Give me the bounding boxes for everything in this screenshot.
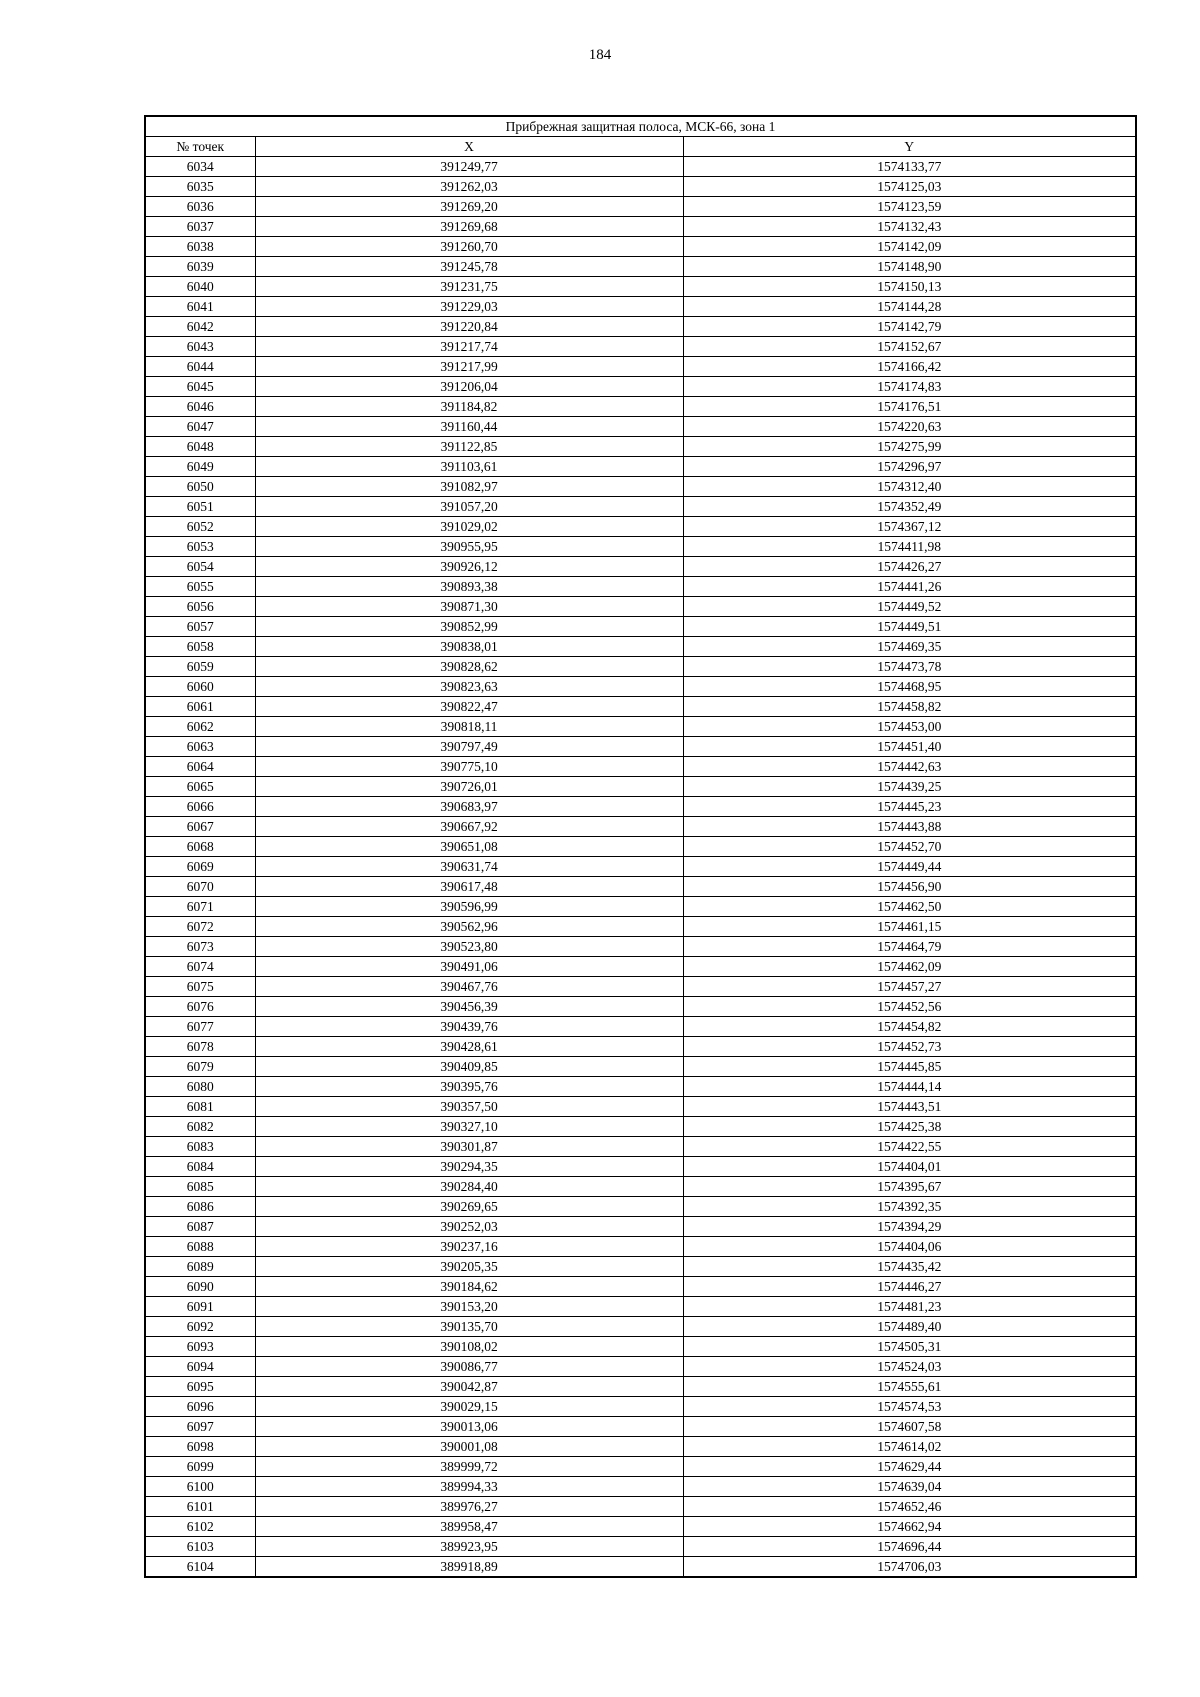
table-row — [145, 237, 1136, 257]
point-number-cell: 6059 — [145, 657, 255, 677]
header-y: Y — [683, 137, 1136, 157]
table-row — [145, 1237, 1136, 1257]
point-number-cell: 6076 — [145, 997, 255, 1017]
table-row — [145, 1317, 1136, 1337]
y-cell: 1574220,63 — [683, 417, 1136, 437]
x-cell: 391057,20 — [255, 497, 683, 517]
y-cell: 1574439,25 — [683, 777, 1136, 797]
x-cell: 390596,99 — [255, 897, 683, 917]
y-cell: 1574706,03 — [683, 1557, 1136, 1578]
table-row — [145, 197, 1136, 217]
x-cell: 390823,63 — [255, 677, 683, 697]
x-cell: 390042,87 — [255, 1377, 683, 1397]
x-cell: 390523,80 — [255, 937, 683, 957]
table-body — [145, 157, 1136, 1578]
x-cell: 391260,70 — [255, 237, 683, 257]
table-row — [145, 777, 1136, 797]
y-cell: 1574458,82 — [683, 697, 1136, 717]
y-cell: 1574462,50 — [683, 897, 1136, 917]
point-number-cell: 6056 — [145, 597, 255, 617]
table-row — [145, 657, 1136, 677]
table-row — [145, 997, 1136, 1017]
table-row — [145, 557, 1136, 577]
y-cell: 1574296,97 — [683, 457, 1136, 477]
x-cell: 391262,03 — [255, 177, 683, 197]
y-cell: 1574446,27 — [683, 1277, 1136, 1297]
y-cell: 1574142,79 — [683, 317, 1136, 337]
point-number-cell: 6047 — [145, 417, 255, 437]
table-title-row — [145, 116, 1136, 137]
y-cell: 1574444,14 — [683, 1077, 1136, 1097]
x-cell: 390631,74 — [255, 857, 683, 877]
point-number-cell: 6085 — [145, 1177, 255, 1197]
x-cell: 391231,75 — [255, 277, 683, 297]
y-cell: 1574614,02 — [683, 1437, 1136, 1457]
y-cell: 1574435,42 — [683, 1257, 1136, 1277]
point-number-cell: 6046 — [145, 397, 255, 417]
table-row — [145, 1017, 1136, 1037]
table-row — [145, 1117, 1136, 1137]
table-row — [145, 1437, 1136, 1457]
point-number-cell: 6044 — [145, 357, 255, 377]
table-row — [145, 1137, 1136, 1157]
y-cell: 1574629,44 — [683, 1457, 1136, 1477]
point-number-cell: 6070 — [145, 877, 255, 897]
table-row — [145, 1357, 1136, 1377]
y-cell: 1574174,83 — [683, 377, 1136, 397]
table-row — [145, 257, 1136, 277]
table-row — [145, 297, 1136, 317]
point-number-cell: 6043 — [145, 337, 255, 357]
table-row — [145, 1537, 1136, 1557]
point-number-cell: 6061 — [145, 697, 255, 717]
y-cell: 1574452,56 — [683, 997, 1136, 1017]
table-row — [145, 977, 1136, 997]
y-cell: 1574392,35 — [683, 1197, 1136, 1217]
point-number-cell: 6068 — [145, 837, 255, 857]
y-cell: 1574456,90 — [683, 877, 1136, 897]
point-number-cell: 6066 — [145, 797, 255, 817]
point-number-cell: 6035 — [145, 177, 255, 197]
point-number-cell: 6073 — [145, 937, 255, 957]
y-cell: 1574452,73 — [683, 1037, 1136, 1057]
point-number-cell: 6042 — [145, 317, 255, 337]
point-number-cell: 6036 — [145, 197, 255, 217]
point-number-cell: 6071 — [145, 897, 255, 917]
table-row — [145, 837, 1136, 857]
x-cell: 390013,06 — [255, 1417, 683, 1437]
y-cell: 1574150,13 — [683, 277, 1136, 297]
x-cell: 390852,99 — [255, 617, 683, 637]
table-row — [145, 717, 1136, 737]
y-cell: 1574148,90 — [683, 257, 1136, 277]
x-cell: 391103,61 — [255, 457, 683, 477]
x-cell: 390001,08 — [255, 1437, 683, 1457]
x-cell: 389976,27 — [255, 1497, 683, 1517]
table-row — [145, 177, 1136, 197]
table-row — [145, 1497, 1136, 1517]
y-cell: 1574462,09 — [683, 957, 1136, 977]
table-row — [145, 897, 1136, 917]
table-row — [145, 817, 1136, 837]
point-number-cell: 6065 — [145, 777, 255, 797]
table-row — [145, 1417, 1136, 1437]
point-number-cell: 6102 — [145, 1517, 255, 1537]
y-cell: 1574555,61 — [683, 1377, 1136, 1397]
table-row — [145, 697, 1136, 717]
table-row — [145, 1197, 1136, 1217]
x-cell: 390491,06 — [255, 957, 683, 977]
table-row — [145, 1077, 1136, 1097]
table-row — [145, 1037, 1136, 1057]
y-cell: 1574464,79 — [683, 937, 1136, 957]
table-row — [145, 1277, 1136, 1297]
y-cell: 1574166,42 — [683, 357, 1136, 377]
point-number-cell: 6060 — [145, 677, 255, 697]
point-number-cell: 6080 — [145, 1077, 255, 1097]
y-cell: 1574395,67 — [683, 1177, 1136, 1197]
table-row — [145, 357, 1136, 377]
x-cell: 391217,74 — [255, 337, 683, 357]
x-cell: 390871,30 — [255, 597, 683, 617]
point-number-cell: 6094 — [145, 1357, 255, 1377]
y-cell: 1574451,40 — [683, 737, 1136, 757]
table-row — [145, 317, 1136, 337]
y-cell: 1574524,03 — [683, 1357, 1136, 1377]
x-cell: 390822,47 — [255, 697, 683, 717]
point-number-cell: 6054 — [145, 557, 255, 577]
table-row — [145, 917, 1136, 937]
y-cell: 1574696,44 — [683, 1537, 1136, 1557]
table-row — [145, 517, 1136, 537]
point-number-cell: 6091 — [145, 1297, 255, 1317]
x-cell: 391220,84 — [255, 317, 683, 337]
point-number-cell: 6072 — [145, 917, 255, 937]
x-cell: 390029,15 — [255, 1397, 683, 1417]
x-cell: 390926,12 — [255, 557, 683, 577]
table-row — [145, 1257, 1136, 1277]
point-number-cell: 6081 — [145, 1097, 255, 1117]
point-number-cell: 6069 — [145, 857, 255, 877]
header-point-number: № точек — [145, 137, 255, 157]
x-cell: 390562,96 — [255, 917, 683, 937]
table-row — [145, 437, 1136, 457]
point-number-cell: 6039 — [145, 257, 255, 277]
table-row — [145, 497, 1136, 517]
point-number-cell: 6086 — [145, 1197, 255, 1217]
page-number: 184 — [588, 47, 612, 63]
table-row — [145, 957, 1136, 977]
x-cell: 389999,72 — [255, 1457, 683, 1477]
y-cell: 1574132,43 — [683, 217, 1136, 237]
x-cell: 391229,03 — [255, 297, 683, 317]
y-cell: 1574426,27 — [683, 557, 1136, 577]
x-cell: 390409,85 — [255, 1057, 683, 1077]
point-number-cell: 6057 — [145, 617, 255, 637]
y-cell: 1574473,78 — [683, 657, 1136, 677]
x-cell: 390301,87 — [255, 1137, 683, 1157]
point-number-cell: 6078 — [145, 1037, 255, 1057]
y-cell: 1574152,67 — [683, 337, 1136, 357]
y-cell: 1574352,49 — [683, 497, 1136, 517]
y-cell: 1574394,29 — [683, 1217, 1136, 1237]
point-number-cell: 6038 — [145, 237, 255, 257]
x-cell: 390838,01 — [255, 637, 683, 657]
table-row — [145, 1057, 1136, 1077]
x-cell: 390269,65 — [255, 1197, 683, 1217]
y-cell: 1574422,55 — [683, 1137, 1136, 1157]
y-cell: 1574445,85 — [683, 1057, 1136, 1077]
point-number-cell: 6100 — [145, 1477, 255, 1497]
point-number-cell: 6093 — [145, 1337, 255, 1357]
point-number-cell: 6037 — [145, 217, 255, 237]
table-row — [145, 337, 1136, 357]
y-cell: 1574662,94 — [683, 1517, 1136, 1537]
point-number-cell: 6049 — [145, 457, 255, 477]
x-cell: 391082,97 — [255, 477, 683, 497]
x-cell: 391029,02 — [255, 517, 683, 537]
x-cell: 390456,39 — [255, 997, 683, 1017]
table-row — [145, 1297, 1136, 1317]
point-number-cell: 6077 — [145, 1017, 255, 1037]
x-cell: 390294,35 — [255, 1157, 683, 1177]
x-cell: 391122,85 — [255, 437, 683, 457]
y-cell: 1574442,63 — [683, 757, 1136, 777]
x-cell: 390184,62 — [255, 1277, 683, 1297]
y-cell: 1574453,00 — [683, 717, 1136, 737]
x-cell: 390955,95 — [255, 537, 683, 557]
y-cell: 1574443,51 — [683, 1097, 1136, 1117]
x-cell: 390395,76 — [255, 1077, 683, 1097]
y-cell: 1574489,40 — [683, 1317, 1136, 1337]
y-cell: 1574367,12 — [683, 517, 1136, 537]
table-row — [145, 797, 1136, 817]
y-cell: 1574144,28 — [683, 297, 1136, 317]
point-number-cell: 6099 — [145, 1457, 255, 1477]
point-number-cell: 6089 — [145, 1257, 255, 1277]
x-cell: 390108,02 — [255, 1337, 683, 1357]
y-cell: 1574574,53 — [683, 1397, 1136, 1417]
point-number-cell: 6087 — [145, 1217, 255, 1237]
table-row — [145, 877, 1136, 897]
y-cell: 1574404,01 — [683, 1157, 1136, 1177]
point-number-cell: 6079 — [145, 1057, 255, 1077]
table-row — [145, 637, 1136, 657]
point-number-cell: 6101 — [145, 1497, 255, 1517]
table-row — [145, 1457, 1136, 1477]
table-row — [145, 737, 1136, 757]
x-cell: 389958,47 — [255, 1517, 683, 1537]
x-cell: 391269,68 — [255, 217, 683, 237]
point-number-cell: 6052 — [145, 517, 255, 537]
point-number-cell: 6050 — [145, 477, 255, 497]
point-number-cell: 6064 — [145, 757, 255, 777]
point-number-cell: 6095 — [145, 1377, 255, 1397]
table-row — [145, 937, 1136, 957]
y-cell: 1574445,23 — [683, 797, 1136, 817]
table-row — [145, 1337, 1136, 1357]
table-row — [145, 417, 1136, 437]
x-cell: 391245,78 — [255, 257, 683, 277]
x-cell: 390086,77 — [255, 1357, 683, 1377]
x-cell: 389923,95 — [255, 1537, 683, 1557]
y-cell: 1574457,27 — [683, 977, 1136, 997]
y-cell: 1574452,70 — [683, 837, 1136, 857]
point-number-cell: 6067 — [145, 817, 255, 837]
y-cell: 1574652,46 — [683, 1497, 1136, 1517]
point-number-cell: 6083 — [145, 1137, 255, 1157]
point-number-cell: 6084 — [145, 1157, 255, 1177]
y-cell: 1574425,38 — [683, 1117, 1136, 1137]
point-number-cell: 6040 — [145, 277, 255, 297]
x-cell: 391269,20 — [255, 197, 683, 217]
x-cell: 390726,01 — [255, 777, 683, 797]
point-number-cell: 6104 — [145, 1557, 255, 1578]
y-cell: 1574481,23 — [683, 1297, 1136, 1317]
y-cell: 1574449,44 — [683, 857, 1136, 877]
table-row — [145, 477, 1136, 497]
point-number-cell: 6098 — [145, 1437, 255, 1457]
x-cell: 391184,82 — [255, 397, 683, 417]
y-cell: 1574441,26 — [683, 577, 1136, 597]
point-number-cell: 6097 — [145, 1417, 255, 1437]
point-number-cell: 6053 — [145, 537, 255, 557]
x-cell: 390428,61 — [255, 1037, 683, 1057]
x-cell: 390818,11 — [255, 717, 683, 737]
y-cell: 1574468,95 — [683, 677, 1136, 697]
table-row — [145, 1217, 1136, 1237]
x-cell: 390205,35 — [255, 1257, 683, 1277]
x-cell: 389918,89 — [255, 1557, 683, 1578]
table-row — [145, 577, 1136, 597]
table-row — [145, 1397, 1136, 1417]
x-cell: 389994,33 — [255, 1477, 683, 1497]
x-cell: 390667,92 — [255, 817, 683, 837]
y-cell: 1574176,51 — [683, 397, 1136, 417]
point-number-cell: 6034 — [145, 157, 255, 177]
table-row — [145, 157, 1136, 177]
table-row — [145, 457, 1136, 477]
y-cell: 1574454,82 — [683, 1017, 1136, 1037]
y-cell: 1574123,59 — [683, 197, 1136, 217]
point-number-cell: 6074 — [145, 957, 255, 977]
y-cell: 1574449,51 — [683, 617, 1136, 637]
table-row — [145, 757, 1136, 777]
x-cell: 390327,10 — [255, 1117, 683, 1137]
point-number-cell: 6048 — [145, 437, 255, 457]
y-cell: 1574411,98 — [683, 537, 1136, 557]
point-number-cell: 6062 — [145, 717, 255, 737]
y-cell: 1574443,88 — [683, 817, 1136, 837]
point-number-cell: 6075 — [145, 977, 255, 997]
x-cell: 390467,76 — [255, 977, 683, 997]
point-number-cell: 6082 — [145, 1117, 255, 1137]
coordinates-table — [144, 115, 1137, 1578]
point-number-cell: 6103 — [145, 1537, 255, 1557]
x-cell: 390797,49 — [255, 737, 683, 757]
table-row — [145, 677, 1136, 697]
table-row — [145, 1557, 1136, 1578]
point-number-cell: 6096 — [145, 1397, 255, 1417]
y-cell: 1574312,40 — [683, 477, 1136, 497]
y-cell: 1574461,15 — [683, 917, 1136, 937]
y-cell: 1574142,09 — [683, 237, 1136, 257]
point-number-cell: 6092 — [145, 1317, 255, 1337]
x-cell: 391206,04 — [255, 377, 683, 397]
x-cell: 391249,77 — [255, 157, 683, 177]
table-row — [145, 617, 1136, 637]
table-row — [145, 397, 1136, 417]
point-number-cell: 6088 — [145, 1237, 255, 1257]
y-cell: 1574404,06 — [683, 1237, 1136, 1257]
table-row — [145, 277, 1136, 297]
x-cell: 391160,44 — [255, 417, 683, 437]
x-cell: 390357,50 — [255, 1097, 683, 1117]
point-number-cell: 6051 — [145, 497, 255, 517]
y-cell: 1574639,04 — [683, 1477, 1136, 1497]
x-cell: 390252,03 — [255, 1217, 683, 1237]
table-row — [145, 1377, 1136, 1397]
x-cell: 391217,99 — [255, 357, 683, 377]
table-row — [145, 537, 1136, 557]
x-cell: 390617,48 — [255, 877, 683, 897]
table-row — [145, 857, 1136, 877]
x-cell: 390828,62 — [255, 657, 683, 677]
y-cell: 1574607,58 — [683, 1417, 1136, 1437]
table-row — [145, 1097, 1136, 1117]
point-number-cell: 6041 — [145, 297, 255, 317]
x-cell: 390237,16 — [255, 1237, 683, 1257]
y-cell: 1574275,99 — [683, 437, 1136, 457]
x-cell: 390135,70 — [255, 1317, 683, 1337]
table-row — [145, 1177, 1136, 1197]
table-row — [145, 597, 1136, 617]
y-cell: 1574449,52 — [683, 597, 1136, 617]
x-cell: 390775,10 — [255, 757, 683, 777]
x-cell: 390651,08 — [255, 837, 683, 857]
table-header-row — [145, 137, 1136, 157]
x-cell: 390153,20 — [255, 1297, 683, 1317]
y-cell: 1574133,77 — [683, 157, 1136, 177]
x-cell: 390439,76 — [255, 1017, 683, 1037]
table-row — [145, 1477, 1136, 1497]
table-row — [145, 377, 1136, 397]
point-number-cell: 6090 — [145, 1277, 255, 1297]
table-title: Прибрежная защитная полоса, МСК-66, зона 1 — [145, 116, 1136, 137]
point-number-cell: 6045 — [145, 377, 255, 397]
point-number-cell: 6055 — [145, 577, 255, 597]
x-cell: 390893,38 — [255, 577, 683, 597]
x-cell: 390284,40 — [255, 1177, 683, 1197]
x-cell: 390683,97 — [255, 797, 683, 817]
table-row — [145, 217, 1136, 237]
y-cell: 1574125,03 — [683, 177, 1136, 197]
table-row — [145, 1517, 1136, 1537]
y-cell: 1574505,31 — [683, 1337, 1136, 1357]
point-number-cell: 6063 — [145, 737, 255, 757]
table-row — [145, 1157, 1136, 1177]
point-number-cell: 6058 — [145, 637, 255, 657]
header-x: X — [255, 137, 683, 157]
y-cell: 1574469,35 — [683, 637, 1136, 657]
